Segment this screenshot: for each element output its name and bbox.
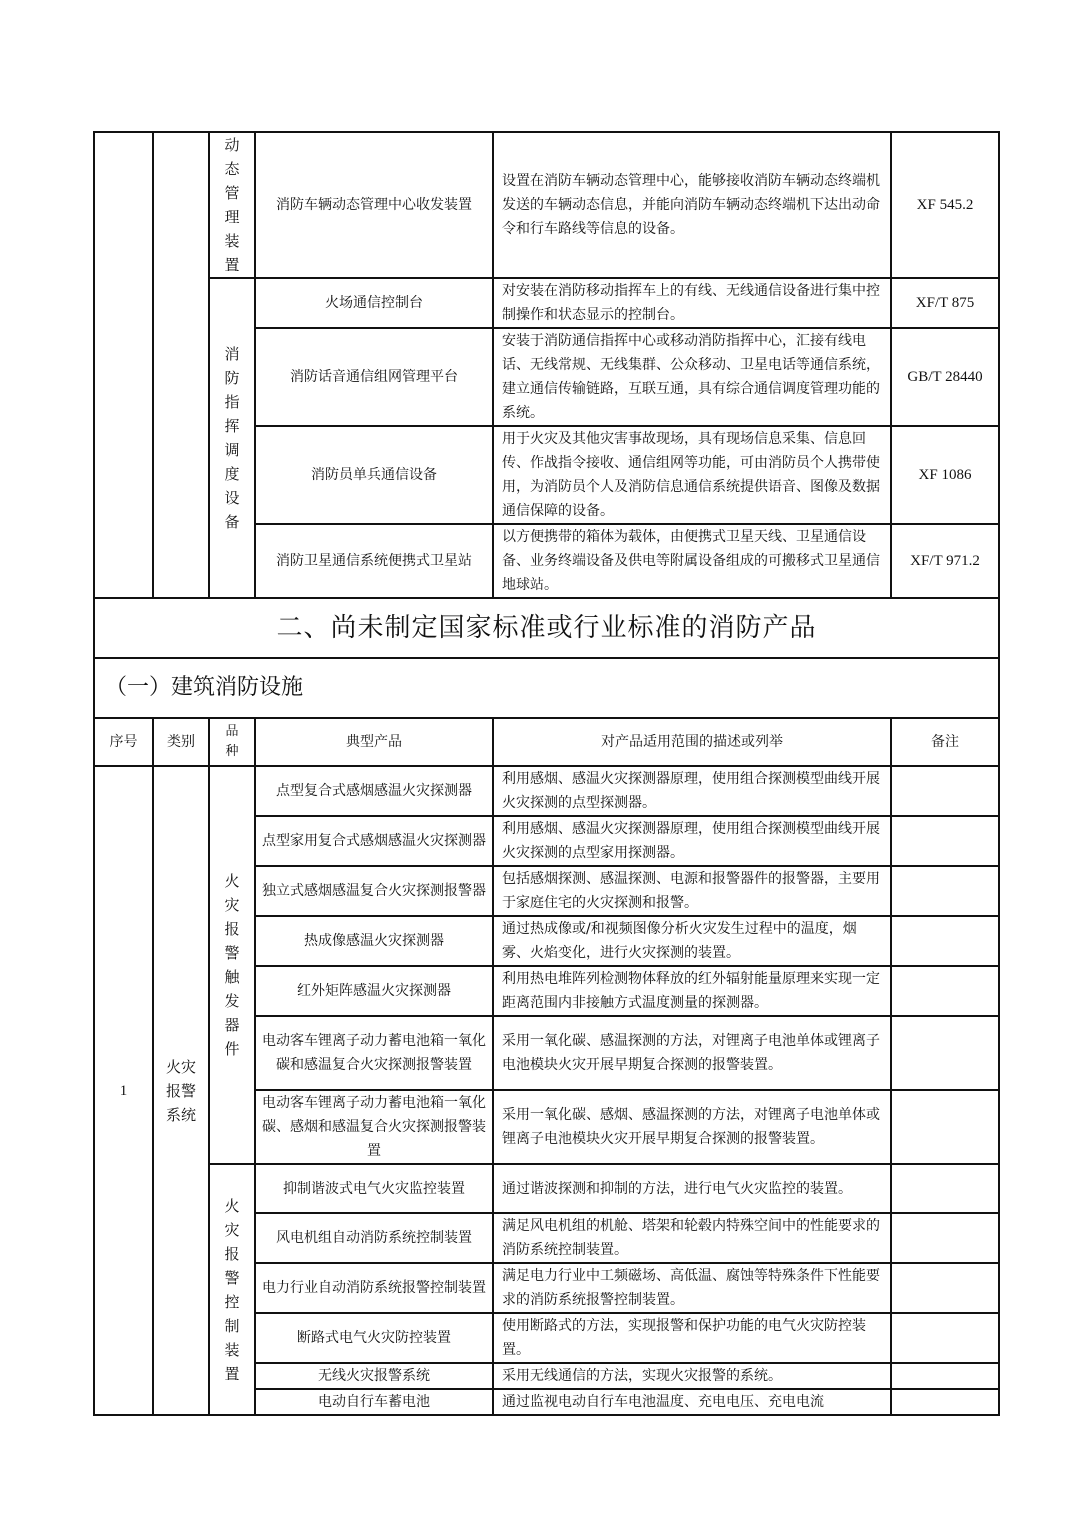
product-cell: 点型家用复合式感烟感温火灾探测器 xyxy=(255,816,493,866)
product-cell: 无线火灾报警系统 xyxy=(255,1363,493,1389)
description-cell: 通过监视电动自行车电池温度、充电电压、充电电流 xyxy=(493,1389,891,1415)
description-cell: 利用感烟、感温火灾探测器原理，使用组合探测模型曲线开展火灾探测的点型探测器。 xyxy=(493,766,891,816)
header-seq: 序号 xyxy=(94,718,153,766)
description-cell: 通过热成像或/和视频图像分析火灾发生过程中的温度，烟雾、火焰变化，进行火灾探测的装置。 xyxy=(493,916,891,966)
description-cell: 使用断路式的方法，实现报警和保护功能的电气火灾防控装置。 xyxy=(493,1313,891,1363)
part-title: 二、尚未制定国家标准或行业标准的消防产品 xyxy=(94,598,999,658)
header-description: 对产品适用范围的描述或列举 xyxy=(493,718,891,766)
header-product: 典型产品 xyxy=(255,718,493,766)
part-title-row xyxy=(94,598,999,658)
product-cell: 断路式电气火灾防控装置 xyxy=(255,1313,493,1363)
variety-label: 火灾报警触发器件 xyxy=(224,872,240,1058)
description-cell: 以方便携带的箱体为载体，由便携式卫星天线、卫星通信设备、业务终端设备及供电等附属设备组成的可搬移式卫星通信地球站。 xyxy=(493,524,891,598)
product-cell: 红外矩阵感温火灾探测器 xyxy=(255,966,493,1016)
description-cell: 采用一氧化碳、感烟、感温探测的方法，对锂离子电池单体或锂离子电池模块火灾开展早期复合探测的报警装置。 xyxy=(493,1090,891,1164)
note-cell xyxy=(891,916,999,966)
product-table xyxy=(93,131,1000,1416)
seq-cell: 1 xyxy=(94,766,153,1415)
variety-label: 火灾报警控制装置 xyxy=(224,1196,240,1383)
product-cell: 火场通信控制台 xyxy=(255,278,493,328)
variety-cell xyxy=(209,1164,255,1415)
note-cell xyxy=(891,1090,999,1164)
product-cell: 消防卫星通信系统便携式卫星站 xyxy=(255,524,493,598)
description-cell: 利用热电堆阵列检测物体释放的红外辐射能量原理来实现一定距离范围内非接触方式温度测量的探测器。 xyxy=(493,966,891,1016)
note-cell xyxy=(891,1313,999,1363)
description-cell: 通过谐波探测和抑制的方法，进行电气火灾监控的装置。 xyxy=(493,1164,891,1213)
product-cell: 点型复合式感烟感温火灾探测器 xyxy=(255,766,493,816)
note-cell xyxy=(891,816,999,866)
note-cell xyxy=(891,1363,999,1389)
note-cell xyxy=(891,866,999,916)
note-cell xyxy=(891,1016,999,1090)
product-cell: 消防员单兵通信设备 xyxy=(255,426,493,524)
header-note: 备注 xyxy=(891,718,999,766)
note-cell xyxy=(891,1164,999,1213)
category-label: 火灾报警系统 xyxy=(165,1057,196,1124)
blank-category-cell xyxy=(153,132,209,598)
note-cell xyxy=(891,1213,999,1263)
standard-cell: XF/T 971.2 xyxy=(891,524,999,598)
standard-cell: GB/T 28440 xyxy=(891,328,999,426)
note-cell xyxy=(891,1389,999,1415)
description-cell: 对安装在消防移动指挥车上的有线、无线通信设备进行集中控制操作和状态显示的控制台。 xyxy=(493,278,891,328)
product-cell: 抑制谐波式电气火灾监控装置 xyxy=(255,1164,493,1213)
description-cell: 满足风电机组的机舱、塔架和轮毂内特殊空间中的性能要求的消防系统控制装置。 xyxy=(493,1213,891,1263)
description-cell: 安装于消防通信指挥中心或移动消防指挥中心，汇接有线电话、无线常规、无线集群、公众移动、卫星电话等通信系统，建立通信传输链路，互联互通，具有综合通信调度管理功能的系统。 xyxy=(493,328,891,426)
variety-cell xyxy=(209,766,255,1164)
product-cell: 电动客车锂离子动力蓄电池箱一氧化碳、感烟和感温复合火灾探测报警装置 xyxy=(255,1090,493,1164)
note-cell xyxy=(891,1263,999,1313)
product-cell: 电力行业自动消防系统报警控制装置 xyxy=(255,1263,493,1313)
description-cell: 采用无线通信的方法，实现火灾报警的系统。 xyxy=(493,1363,891,1389)
section-title-row xyxy=(94,658,999,718)
table-header-row xyxy=(94,718,999,766)
variety-label: 动态管理装置 xyxy=(224,136,240,274)
standard-cell: XF/T 875 xyxy=(891,278,999,328)
category-cell xyxy=(153,766,209,1415)
product-cell: 风电机组自动消防系统控制装置 xyxy=(255,1213,493,1263)
header-variety: 品种 xyxy=(209,718,255,766)
description-cell: 包括感烟探测、感温探测、电源和报警器件的报警器，主要用于家庭住宅的火灾探测和报警。 xyxy=(493,866,891,916)
standard-cell: XF 1086 xyxy=(891,426,999,524)
product-cell: 消防车辆动态管理中心收发装置 xyxy=(255,132,493,278)
product-cell: 消防话音通信组网管理平台 xyxy=(255,328,493,426)
table-row xyxy=(94,1164,999,1213)
section-title: （一）建筑消防设施 xyxy=(94,658,999,718)
variety-cell xyxy=(209,278,255,598)
description-cell: 用于火灾及其他灾害事故现场，具有现场信息采集、信息回传、作战指令接收、通信组网等功能，可由消防员个人携带使用，为消防员个人及消防信息通信系统提供语音、图像及数据通信保障的设备。 xyxy=(493,426,891,524)
variety-label: 消防指挥调度设备 xyxy=(224,345,240,531)
description-cell: 设置在消防车辆动态管理中心，能够接收消防车辆动态终端机发送的车辆动态信息，并能向消防车辆动态终端机下达出动命令和行车路线等信息的设备。 xyxy=(493,132,891,278)
product-cell: 电动客车锂离子动力蓄电池箱一氧化碳和感温复合火灾探测报警装置 xyxy=(255,1016,493,1090)
product-cell: 热成像感温火灾探测器 xyxy=(255,916,493,966)
blank-seq-cell xyxy=(94,132,153,598)
table-row xyxy=(94,132,999,278)
description-cell: 利用感烟、感温火灾探测器原理，使用组合探测模型曲线开展火灾探测的点型家用探测器。 xyxy=(493,816,891,866)
description-cell: 满足电力行业中工频磁场、高低温、腐蚀等特殊条件下性能要求的消防系统报警控制装置。 xyxy=(493,1263,891,1313)
note-cell xyxy=(891,766,999,816)
description-cell: 采用一氧化碳、感温探测的方法，对锂离子电池单体或锂离子电池模块火灾开展早期复合探测的报警装置。 xyxy=(493,1016,891,1090)
table-row xyxy=(94,766,999,816)
standard-cell: XF 545.2 xyxy=(891,132,999,278)
product-cell: 独立式感烟感温复合火灾探测报警器 xyxy=(255,866,493,916)
header-category: 类别 xyxy=(153,718,209,766)
product-cell: 电动自行车蓄电池 xyxy=(255,1389,493,1415)
variety-cell xyxy=(209,132,255,278)
table-row xyxy=(94,278,999,328)
note-cell xyxy=(891,966,999,1016)
